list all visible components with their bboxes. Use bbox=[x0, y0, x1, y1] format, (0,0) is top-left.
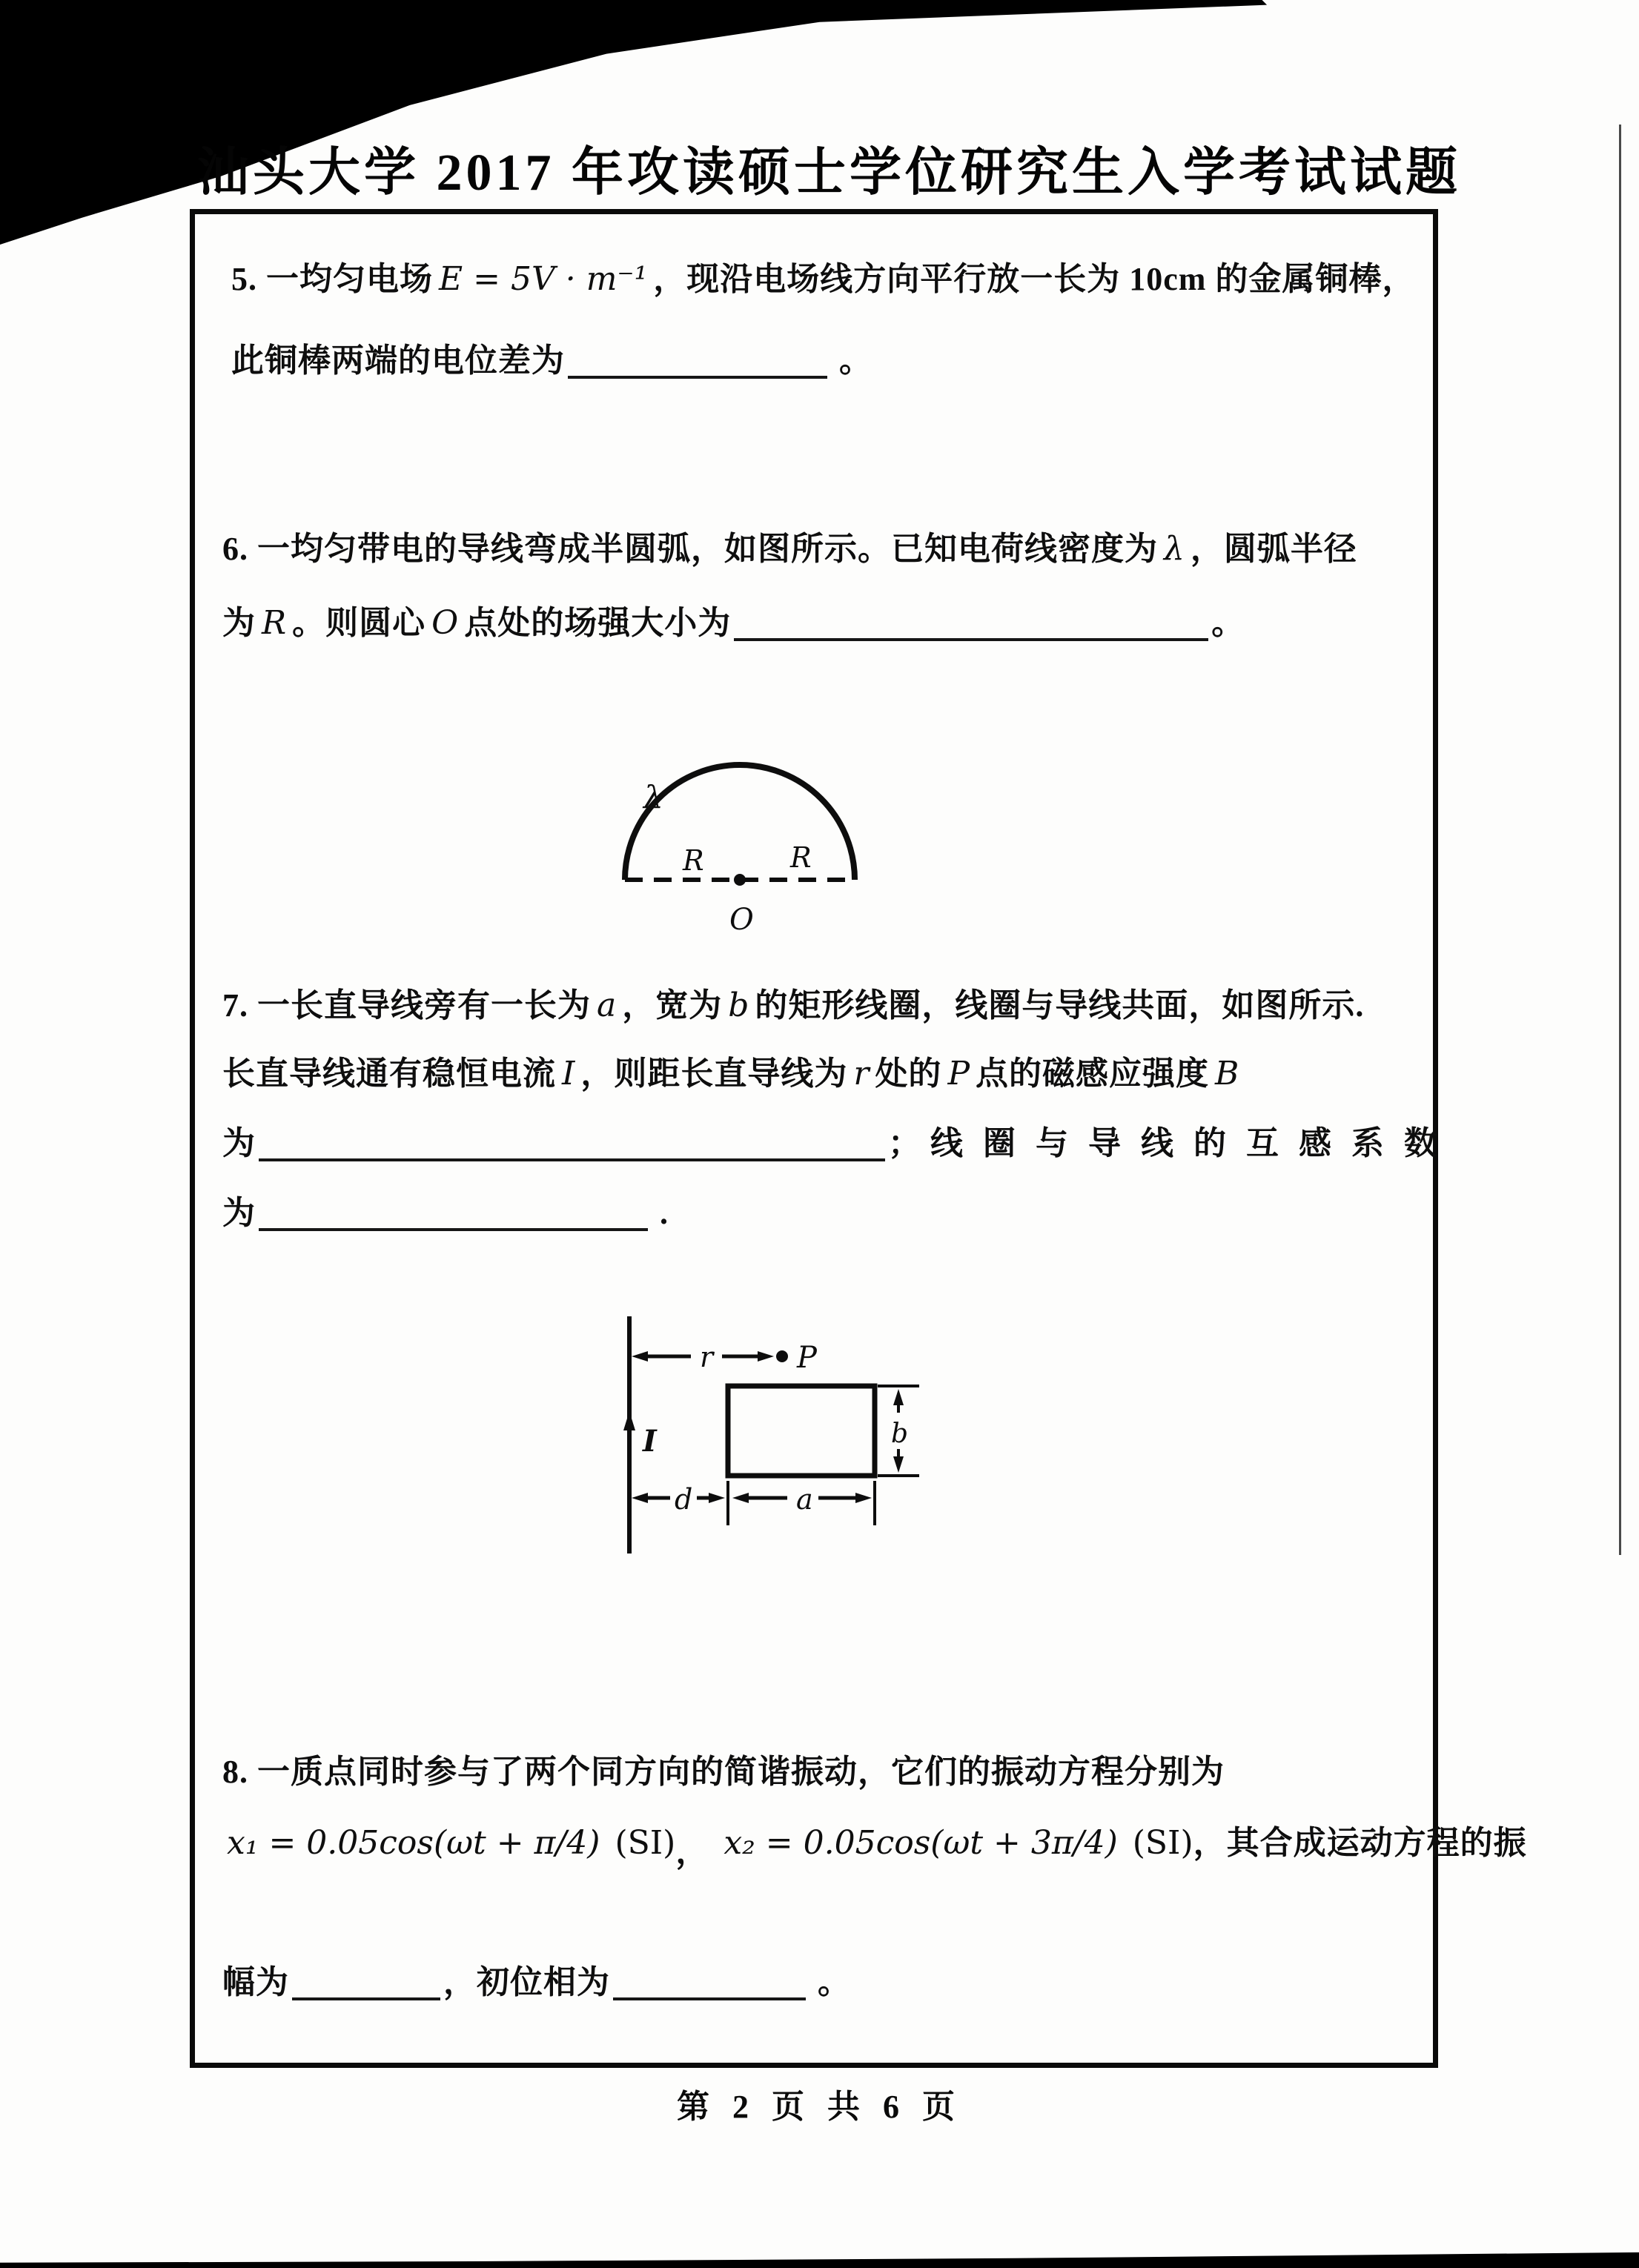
q7-text: 为 bbox=[222, 1125, 256, 1161]
q7-text: . bbox=[660, 1195, 669, 1231]
q7-B: B bbox=[1215, 1055, 1239, 1092]
q8-answer-blank-phase bbox=[613, 1975, 806, 2000]
q7-text: 为 bbox=[222, 1195, 256, 1231]
question-5-line-1 bbox=[231, 261, 1415, 299]
q6-R: R bbox=[262, 604, 287, 642]
q6-text: 点处的场强大小为 bbox=[464, 605, 732, 641]
q8-text: ，初位相为 bbox=[443, 1964, 610, 2000]
scan-artifact-bottom-edge bbox=[0, 2250, 1639, 2268]
center-label: O bbox=[729, 903, 754, 937]
center-point bbox=[734, 874, 746, 886]
question-5-line-2 bbox=[231, 342, 873, 380]
q6-text: 6. 一均匀带电的导线弯成半圆弧，如图所示。已知电荷线密度为 bbox=[222, 531, 1158, 567]
lambda-label: λ bbox=[643, 779, 663, 815]
q6-text: ，圆弧半径 bbox=[1190, 531, 1357, 567]
q7-text: 7. 一长直导线旁有一长为 bbox=[222, 987, 591, 1024]
q7-text: 处的 bbox=[875, 1055, 942, 1092]
q7-I: I bbox=[562, 1055, 575, 1092]
q5-formula-E: E = 5V · m⁻¹ bbox=[439, 260, 648, 298]
scan-artifact-right-line bbox=[1619, 125, 1621, 1555]
p-label: P bbox=[797, 1341, 817, 1375]
q5-answer-blank bbox=[568, 354, 827, 379]
question-8-line-1 bbox=[222, 1754, 1225, 1791]
current-label: I bbox=[643, 1424, 657, 1459]
q7-answer-blank-2 bbox=[259, 1206, 648, 1231]
q7-text: 的矩形线圈，线圈与导线共面，如图所示. bbox=[755, 987, 1365, 1024]
r-arrow-right bbox=[758, 1351, 774, 1362]
radius-left-label: R bbox=[683, 844, 704, 877]
q8-si-2: (SI) bbox=[1132, 1824, 1193, 1862]
r-label: r bbox=[700, 1341, 714, 1373]
question-7-line-3 bbox=[222, 1125, 1457, 1163]
q8-text: ，其合成运动方程的振 bbox=[1193, 1825, 1527, 1861]
q5-text: 。 bbox=[839, 342, 873, 379]
a-label: a bbox=[796, 1483, 813, 1516]
question-7-line-1 bbox=[222, 987, 1364, 1025]
q7-P: P bbox=[947, 1055, 970, 1092]
radius-right-label: R bbox=[790, 841, 812, 874]
q7-text: ； bbox=[888, 1125, 921, 1161]
q5-text: ，现沿电场线方向平行放一长为 10cm 的金属铜棒， bbox=[653, 261, 1416, 297]
q8-equation-x1: x₁ = 0.05cos(ωt + π/4) bbox=[227, 1824, 600, 1862]
q6-answer-blank bbox=[734, 616, 1208, 641]
q6-lambda: λ bbox=[1164, 530, 1185, 568]
q8-si-1: (SI) bbox=[615, 1824, 676, 1862]
q7-b: b bbox=[728, 987, 749, 1024]
q7-a: a bbox=[597, 987, 617, 1024]
q8-answer-blank-amplitude bbox=[292, 1975, 440, 2000]
q6-text: 为 bbox=[222, 605, 256, 641]
q8-comma: ， bbox=[675, 1834, 709, 1870]
q8-text: 幅为 bbox=[222, 1964, 289, 2000]
question-8-line-3 bbox=[222, 1964, 851, 2002]
q6-text: 。 bbox=[1211, 605, 1245, 641]
q6-text: 。则圆心 bbox=[292, 605, 426, 641]
q5-text: 5. 一均匀电场 bbox=[231, 261, 433, 297]
q6-O: O bbox=[431, 604, 459, 642]
q5-text: 此铜棒两端的电位差为 bbox=[231, 342, 565, 379]
q7-r: r bbox=[853, 1055, 870, 1092]
b-label: b bbox=[891, 1419, 909, 1449]
q8-text: 8. 一质点同时参与了两个同方向的简谐振动，它们的振动方程分别为 bbox=[222, 1754, 1225, 1790]
q8-text: 。 bbox=[818, 1964, 851, 2000]
d-arrow-right bbox=[709, 1493, 725, 1503]
a-arrow-right bbox=[855, 1493, 872, 1503]
q8-equation-x2: x₂ = 0.05cos(ωt + 3π/4) bbox=[724, 1824, 1118, 1862]
wire-coil-diagram bbox=[602, 1309, 1002, 1561]
question-7-line-4 bbox=[222, 1195, 669, 1233]
d-label: d bbox=[675, 1483, 693, 1516]
coil-rectangle bbox=[728, 1386, 875, 1476]
q7-text: 长直导线通有稳恒电流 bbox=[222, 1055, 556, 1092]
question-6-line-2 bbox=[222, 605, 1245, 643]
q7-text: ，宽为 bbox=[622, 987, 723, 1024]
page-title: 汕头大学 2017 年攻读硕士学位研究生入学考试试题 bbox=[197, 145, 1461, 202]
question-6-line-1 bbox=[222, 531, 1357, 568]
page-number: 第 2 页 共 6 页 bbox=[677, 2089, 962, 2125]
scan-artifact-top-left bbox=[0, 0, 1639, 245]
question-7-line-2 bbox=[222, 1055, 1245, 1093]
current-arrow-up bbox=[623, 1411, 635, 1430]
point-P bbox=[776, 1350, 788, 1362]
semicircle-diagram bbox=[612, 750, 887, 943]
q7-text: 线圈与导线的互感系数 bbox=[930, 1125, 1457, 1161]
q7-answer-blank-1 bbox=[259, 1136, 885, 1161]
q7-text: ，则距长直导线为 bbox=[580, 1055, 848, 1092]
question-8-line-2 bbox=[221, 1824, 1527, 1870]
q7-text: 点的磁感应强度 bbox=[976, 1055, 1210, 1092]
